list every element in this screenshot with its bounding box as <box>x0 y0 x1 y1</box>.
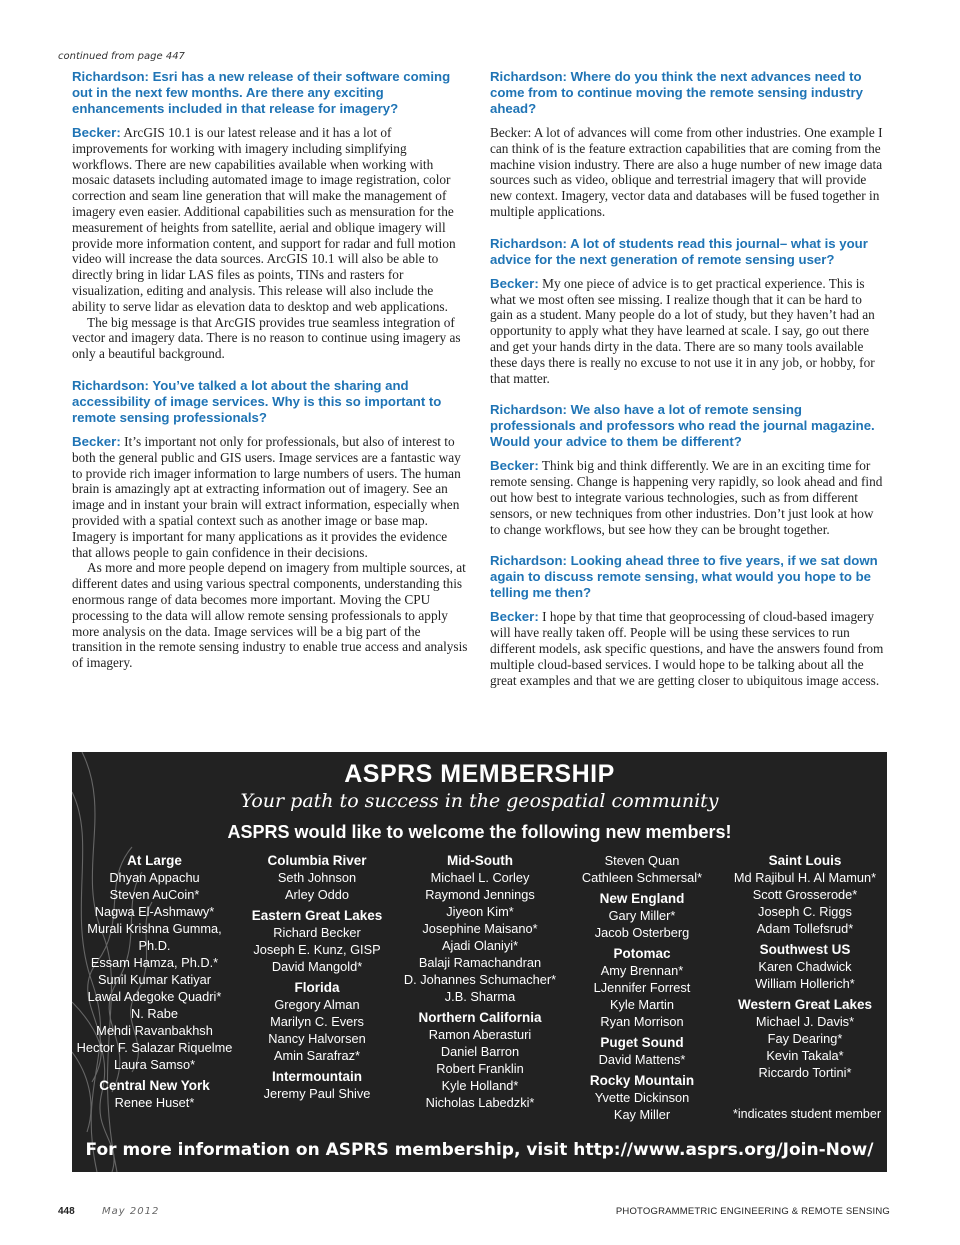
member-name: Lawal Adegoke Quadri* <box>87 989 222 1004</box>
answer-text: It’s important not only for professionals, but also of interest to both the general public and GIS users. Image services are a fantastic way to provide rich imager information to large numbers of users. The human brain is amazingly apt at extracting information out of imagery. See an image and in instant your brain will extract information, especially when provided with a spatial context such as another image or base map. Imagery is important for many applications as it provides the evidence that allows people to gain confidence in their decisions. <box>72 433 461 560</box>
member-name: Karen Chadwick <box>758 959 852 974</box>
membership-info-link[interactable]: For more information on ASPRS membership, visit http://www.asprs.org/Join-Now/ <box>85 1140 874 1160</box>
region-heading: Puget Sound <box>600 1035 684 1050</box>
member-name: Mehdi Ravanbakhsh <box>96 1023 213 1038</box>
region-heading: Intermountain <box>272 1069 362 1084</box>
region-heading: Eastern Great Lakes <box>251 908 383 923</box>
answer-paragraph <box>490 458 886 537</box>
interview-question <box>490 236 886 268</box>
member-name: David Mangold* <box>271 959 363 974</box>
region-heading: Saint Louis <box>768 853 842 868</box>
member-name: Fay Dearing* <box>767 1031 843 1046</box>
member-name: Amy Brennan* <box>600 963 684 978</box>
membership-title: ASPRS MEMBERSHIP <box>344 760 615 788</box>
member-name: David Mattens* <box>598 1052 686 1067</box>
member-name: Raymond Jennings <box>425 887 535 902</box>
member-name: Kyle Holland* <box>441 1078 519 1093</box>
member-name: Kay Miller <box>613 1107 671 1122</box>
member-name: Kyle Martin <box>609 997 674 1012</box>
interview-question <box>490 69 886 117</box>
issue-date: May 2012 <box>102 1206 160 1217</box>
left-column <box>72 69 468 687</box>
member-name: Amin Sarafraz* <box>273 1048 361 1063</box>
answer-paragraph <box>490 125 886 220</box>
interview-question <box>490 553 886 601</box>
question-speaker: Richardson: <box>72 69 149 84</box>
member-name: Ramon Aberasturi <box>428 1027 532 1042</box>
answer-paragraph <box>72 434 468 560</box>
member-name: Marilyn C. Evers <box>270 1014 364 1029</box>
member-name: Michael J. Davis* <box>755 1014 855 1029</box>
region-heading: Columbia River <box>267 853 367 868</box>
member-name: Robert Franklin <box>436 1061 524 1076</box>
answer-text: Becker: A lot of advances will come from other industries. One example I can think of is the feature extraction capabilities that are coming from the machine vision industry. There are also a huge number of new image data sources such as video, oblique and terrestrial imagery that will provide new context. Imagery, vector data and databases will be fused together in multiple applications. <box>490 125 883 219</box>
member-name: Balaji Ramachandran <box>418 955 542 970</box>
membership-box <box>72 752 887 1172</box>
member-name: Jeremy Paul Shive <box>263 1086 371 1101</box>
member-name: Hector F. Salazar Riquelme <box>76 1040 233 1055</box>
member-name: Ajadi Olaniyi* <box>441 938 519 953</box>
answer-paragraph <box>490 276 886 387</box>
member-column-2 <box>237 852 397 1102</box>
region-heading: Western Great Lakes <box>737 997 873 1012</box>
answer-text: Think big and think differently. We are in an exciting time for remote sensing. Change is happening very rapidly, so look ahead and find out how best to integrate various technologies, such as from different sensors, or new techniques from other industries. Don’t just look at how to change workflows, but see how they can be brought together. <box>490 458 883 537</box>
region-heading: Mid-South <box>447 853 513 868</box>
member-name: Renee Huset* <box>114 1095 195 1110</box>
answer-paragraph <box>72 125 468 315</box>
member-name: Arley Oddo <box>284 887 350 902</box>
page-number: 448 <box>58 1206 75 1217</box>
member-name: J.B. Sharma <box>444 989 516 1004</box>
answer-paragraph: As more and more people depend on imagery from multiple sources, at different dates and using various spectral components, understanding this enormous range of data becomes more important. Moving the CPU processing to the data will allow remote sensing professionals to apply more analysis on the data. Image services will be a big part of the transition in the remote sensing industry to enable true access and analysis of imagery. <box>72 560 468 671</box>
right-column <box>490 69 886 704</box>
region-heading: At Large <box>127 853 182 868</box>
interview-answer <box>72 125 468 362</box>
member-name: Michael L. Corley <box>430 870 530 885</box>
member-name: Murali Krishna Gumma, Ph.D. <box>87 921 222 953</box>
answer-paragraph <box>490 609 886 688</box>
interview-answer <box>72 434 468 671</box>
continued-note: continued from page 447 <box>58 51 185 62</box>
member-name: Jacob Osterberg <box>594 925 690 940</box>
member-name: Jiyeon Kim* <box>446 904 514 919</box>
member-name: Steven AuCoin* <box>109 887 200 902</box>
member-column-3 <box>395 852 565 1111</box>
member-name: Seth Johnson <box>277 870 357 885</box>
member-name: Adam Tollefsrud* <box>756 921 854 936</box>
answer-speaker: Becker: <box>72 125 121 140</box>
member-name: Yvette Dickinson <box>594 1090 690 1105</box>
member-name: William Hollerich* <box>755 976 855 991</box>
member-name: D. Johannes Schumacher* <box>403 972 557 987</box>
question-speaker: Richardson: <box>72 377 149 393</box>
member-name: Gary Miller* <box>608 908 676 923</box>
member-name: Nagwa El-Ashmawy* <box>94 904 215 919</box>
member-column-4 <box>562 852 722 1123</box>
member-name: N. Rabe <box>131 1006 178 1021</box>
region-heading: Central New York <box>99 1078 210 1093</box>
member-name: Dhyan Appachu <box>109 870 200 885</box>
member-name: Riccardo Tortini* <box>758 1065 852 1080</box>
interview-answer <box>490 609 886 688</box>
member-name: Md Rajibul H. Al Mamun* <box>733 870 877 885</box>
member-name: Richard Becker <box>273 925 361 940</box>
interview-answer <box>490 276 886 387</box>
member-name: LJennifer Forrest <box>593 980 691 995</box>
member-name: Josephine Maisano* <box>422 921 538 936</box>
member-name: Laura Samso* <box>113 1057 196 1072</box>
answer-speaker: Becker: <box>72 433 121 449</box>
member-name: Essam Hamza, Ph.D.* <box>90 955 219 970</box>
membership-welcome: ASPRS would like to welcome the following new members! <box>227 822 732 842</box>
member-name: Nicholas Labedzki* <box>425 1095 535 1110</box>
student-member-note: *indicates student member <box>733 1107 881 1121</box>
question-text: We also have a lot of remote sensing professionals and professors who read the journal magazine. Would your advice to them be different? <box>490 402 875 450</box>
member-name: Cathleen Schmersal* <box>581 870 703 885</box>
member-name: Sunil Kumar Katiyar <box>97 972 212 987</box>
member-name: Kevin Takala* <box>766 1048 844 1063</box>
question-text: Where do you think the next advances need to come from to continue moving the remote sensing industry ahead? <box>490 69 863 116</box>
question-speaker: Richardson: <box>490 235 567 251</box>
region-heading: Southwest US <box>759 942 851 957</box>
member-name: Steven Quan <box>604 853 680 868</box>
region-heading: Florida <box>294 980 340 995</box>
answer-paragraph: The big message is that ArcGIS provides true seamless integration of vector and imagery data. There is no reason to continue using imagery as only a beautiful background. <box>72 314 461 362</box>
question-text: You’ve talked a lot about the sharing and accessibility of image services. Why is this so important to remote sensing professionals? <box>72 377 442 425</box>
interview-question <box>72 69 468 117</box>
answer-text: My one piece of advice is to get practical experience. This is what we most often see missing. I realize though that it can be hard to gain as a student. Many people do a lot of study, but they haven’t had an opportunity to apply what they have learned at scale. I say, go out there and get your hands dirty in the data. There are so many tools available these days there is really no excuse to not use it in any job, or hobby, for that matter. <box>490 275 875 386</box>
member-name: Ryan Morrison <box>600 1014 684 1029</box>
member-name: Gregory Alman <box>274 997 360 1012</box>
membership-tagline: Your path to success in the geospatial community <box>240 790 719 812</box>
member-name: Daniel Barron <box>440 1044 520 1059</box>
member-name: Joseph C. Riggs <box>758 904 852 919</box>
question-text: A lot of students read this journal– what is your advice for the next generation of remote sensing user? <box>490 235 868 267</box>
region-heading: Northern California <box>418 1010 542 1025</box>
question-text: Esri has a new release of their software coming out in the next few months. Are there any exciting enhancements included in that release for imagery? <box>72 69 451 116</box>
answer-speaker: Becker: <box>490 275 539 291</box>
question-speaker: Richardson: <box>490 69 567 84</box>
answer-speaker: Becker: <box>490 458 539 474</box>
member-column-1 <box>72 852 237 1111</box>
region-heading: Potomac <box>613 946 671 961</box>
member-column-5 <box>720 852 887 1081</box>
answer-text: ArcGIS 10.1 is our latest release and it has a lot of improvements for working with imagery including simplifying workflows. There are new capabilities available when working with mosaic datasets including automated image to image registration, color correction and seam line generation that will make the management of imagery even easier. Additional capabilities such as mensuration for the measurement of heights from satellite, aerial and oblique imagery will provide more information content, and support for radar and full motion video will increase the data sources. ArcGIS 10.1 will also be able to directly bring in lidar LAS files as points, TINs and rasters for visualization, editing and analysis. This release will also include the ability to serve lidar as elevation data to desktop and web applications. <box>72 125 456 314</box>
question-speaker: Richardson: <box>490 553 567 569</box>
journal-name: PHOTOGRAMMETRIC ENGINEERING & REMOTE SENSING <box>615 1206 890 1217</box>
member-name: Joseph E. Kunz, GISP <box>253 942 381 957</box>
interview-answer <box>490 458 886 537</box>
question-text: Looking ahead three to five years, if we sat down again to discuss remote sensing, what would you hope to be telling me then? <box>490 553 878 601</box>
region-heading: Rocky Mountain <box>589 1073 695 1088</box>
interview-answer <box>490 125 886 220</box>
region-heading: New England <box>599 891 685 906</box>
answer-text: I hope by that time that geoprocessing of cloud-based imagery will have really taken off. People will be using these services to run different models, ask specific questions, and have the answers found from multiple cloud-based services. I would hope to be talking about all the great examples and that we are getting closer to ubiquitous image access. <box>490 609 884 688</box>
interview-question <box>490 402 886 450</box>
question-speaker: Richardson: <box>490 402 567 418</box>
answer-speaker: Becker: <box>490 609 539 625</box>
interview-question <box>72 378 468 426</box>
member-name: Nancy Halvorsen <box>268 1031 366 1046</box>
member-name: Scott Grosserode* <box>752 887 858 902</box>
